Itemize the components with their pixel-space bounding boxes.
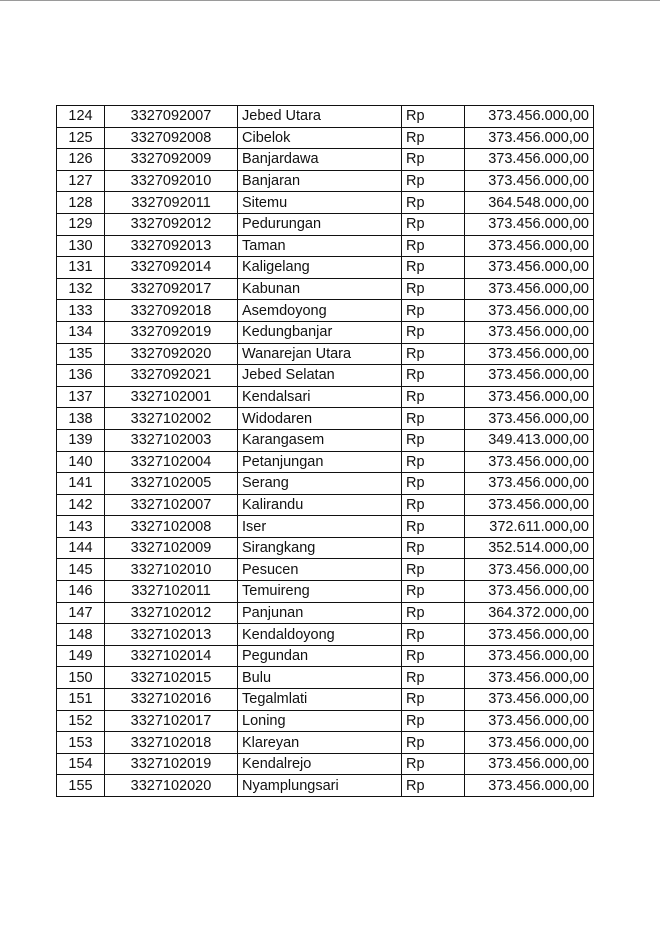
row-number: 135 [57,343,105,365]
currency-label: Rp [402,732,465,754]
village-code: 3327092020 [105,343,238,365]
amount-value: 373.456.000,00 [465,624,594,646]
row-number: 144 [57,537,105,559]
table-row [57,710,594,732]
village-code: 3327102017 [105,710,238,732]
row-number: 139 [57,429,105,451]
row-number: 147 [57,602,105,624]
currency-label: Rp [402,408,465,430]
row-number: 131 [57,257,105,279]
currency-label: Rp [402,537,465,559]
currency-label: Rp [402,667,465,689]
village-name: Bulu [238,667,402,689]
village-code: 3327092021 [105,365,238,387]
amount-value: 373.456.000,00 [465,710,594,732]
amount-value: 373.456.000,00 [465,365,594,387]
amount-value: 372.611.000,00 [465,516,594,538]
table-row [57,602,594,624]
village-name: Widodaren [238,408,402,430]
table-row [57,170,594,192]
row-number: 136 [57,365,105,387]
village-code: 3327092009 [105,149,238,171]
row-number: 129 [57,213,105,235]
village-code: 3327102018 [105,732,238,754]
table-row [57,494,594,516]
table-row [57,213,594,235]
amount-value: 373.456.000,00 [465,321,594,343]
row-number: 132 [57,278,105,300]
amount-value: 373.456.000,00 [465,451,594,473]
village-code: 3327092018 [105,300,238,322]
table-row [57,386,594,408]
amount-value: 373.456.000,00 [465,127,594,149]
village-name: Jebed Selatan [238,365,402,387]
village-code: 3327102001 [105,386,238,408]
amount-value: 373.456.000,00 [465,667,594,689]
table-row [57,278,594,300]
row-number: 151 [57,689,105,711]
table-row [57,581,594,603]
village-code: 3327102008 [105,516,238,538]
amount-value: 373.456.000,00 [465,581,594,603]
currency-label: Rp [402,257,465,279]
table-row [57,106,594,128]
currency-label: Rp [402,559,465,581]
amount-value: 349.413.000,00 [465,429,594,451]
village-name: Jebed Utara [238,106,402,128]
village-code: 3327092013 [105,235,238,257]
currency-label: Rp [402,689,465,711]
table-row [57,300,594,322]
amount-value: 373.456.000,00 [465,732,594,754]
amount-value: 373.456.000,00 [465,257,594,279]
table-body [57,106,594,797]
currency-label: Rp [402,365,465,387]
currency-label: Rp [402,149,465,171]
village-code: 3327092014 [105,257,238,279]
amount-value: 373.456.000,00 [465,689,594,711]
row-number: 154 [57,753,105,775]
village-code: 3327102013 [105,624,238,646]
village-code: 3327102010 [105,559,238,581]
row-number: 145 [57,559,105,581]
row-number: 155 [57,775,105,797]
row-number: 143 [57,516,105,538]
row-number: 150 [57,667,105,689]
village-code: 3327102009 [105,537,238,559]
village-code: 3327102015 [105,667,238,689]
currency-label: Rp [402,343,465,365]
village-name: Taman [238,235,402,257]
row-number: 125 [57,127,105,149]
row-number: 141 [57,473,105,495]
village-code: 3327102003 [105,429,238,451]
village-name: Kaligelang [238,257,402,279]
amount-value: 373.456.000,00 [465,213,594,235]
village-fund-table [56,105,594,797]
table-row [57,429,594,451]
amount-value: 364.372.000,00 [465,602,594,624]
row-number: 146 [57,581,105,603]
village-code: 3327102011 [105,581,238,603]
amount-value: 373.456.000,00 [465,494,594,516]
village-name: Kendaldoyong [238,624,402,646]
row-number: 149 [57,645,105,667]
row-number: 142 [57,494,105,516]
table-row [57,321,594,343]
amount-value: 373.456.000,00 [465,559,594,581]
currency-label: Rp [402,300,465,322]
currency-label: Rp [402,775,465,797]
currency-label: Rp [402,710,465,732]
currency-label: Rp [402,170,465,192]
row-number: 148 [57,624,105,646]
village-name: Pegundan [238,645,402,667]
currency-label: Rp [402,451,465,473]
page-top-border [0,0,660,1]
table-row [57,537,594,559]
village-name: Asemdoyong [238,300,402,322]
village-name: Serang [238,473,402,495]
amount-value: 373.456.000,00 [465,235,594,257]
table-row [57,451,594,473]
village-name: Loning [238,710,402,732]
table-row [57,257,594,279]
table-row [57,408,594,430]
currency-label: Rp [402,581,465,603]
currency-label: Rp [402,753,465,775]
table-row [57,667,594,689]
table-row [57,559,594,581]
village-code: 3327092019 [105,321,238,343]
amount-value: 373.456.000,00 [465,106,594,128]
row-number: 152 [57,710,105,732]
village-name: Pesucen [238,559,402,581]
village-code: 3327092010 [105,170,238,192]
currency-label: Rp [402,602,465,624]
village-name: Temuireng [238,581,402,603]
village-code: 3327102016 [105,689,238,711]
village-code: 3327092012 [105,213,238,235]
village-code: 3327102020 [105,775,238,797]
amount-value: 373.456.000,00 [465,473,594,495]
village-name: Pedurungan [238,213,402,235]
amount-value: 373.456.000,00 [465,149,594,171]
currency-label: Rp [402,192,465,214]
amount-value: 373.456.000,00 [465,775,594,797]
village-code: 3327102005 [105,473,238,495]
currency-label: Rp [402,213,465,235]
table-row [57,192,594,214]
village-name: Cibelok [238,127,402,149]
village-name: Nyamplungsari [238,775,402,797]
village-name: Tegalmlati [238,689,402,711]
table-row [57,645,594,667]
amount-value: 373.456.000,00 [465,300,594,322]
village-name: Kendalrejo [238,753,402,775]
currency-label: Rp [402,645,465,667]
currency-label: Rp [402,278,465,300]
village-code: 3327092008 [105,127,238,149]
row-number: 130 [57,235,105,257]
currency-label: Rp [402,106,465,128]
village-name: Karangasem [238,429,402,451]
village-name: Sirangkang [238,537,402,559]
table-row [57,732,594,754]
table-row [57,343,594,365]
village-name: Banjaran [238,170,402,192]
amount-value: 364.548.000,00 [465,192,594,214]
table-row [57,149,594,171]
village-code: 3327092011 [105,192,238,214]
amount-value: 373.456.000,00 [465,386,594,408]
village-code: 3327102014 [105,645,238,667]
village-code: 3327102007 [105,494,238,516]
currency-label: Rp [402,321,465,343]
village-code: 3327102019 [105,753,238,775]
amount-value: 373.456.000,00 [465,278,594,300]
village-name: Sitemu [238,192,402,214]
village-code: 3327092007 [105,106,238,128]
table-row [57,753,594,775]
row-number: 133 [57,300,105,322]
currency-label: Rp [402,386,465,408]
row-number: 128 [57,192,105,214]
table-row [57,689,594,711]
table-row [57,127,594,149]
village-code: 3327092017 [105,278,238,300]
village-name: Klareyan [238,732,402,754]
row-number: 134 [57,321,105,343]
row-number: 138 [57,408,105,430]
table-row [57,235,594,257]
table-row [57,473,594,495]
row-number: 137 [57,386,105,408]
currency-label: Rp [402,127,465,149]
table-row [57,624,594,646]
village-code: 3327102002 [105,408,238,430]
currency-label: Rp [402,473,465,495]
amount-value: 352.514.000,00 [465,537,594,559]
village-name: Kalirandu [238,494,402,516]
table-row [57,516,594,538]
amount-value: 373.456.000,00 [465,645,594,667]
currency-label: Rp [402,235,465,257]
amount-value: 373.456.000,00 [465,343,594,365]
row-number: 140 [57,451,105,473]
row-number: 126 [57,149,105,171]
amount-value: 373.456.000,00 [465,408,594,430]
village-name: Petanjungan [238,451,402,473]
currency-label: Rp [402,624,465,646]
village-name: Kabunan [238,278,402,300]
village-code: 3327102004 [105,451,238,473]
currency-label: Rp [402,494,465,516]
row-number: 127 [57,170,105,192]
village-name: Iser [238,516,402,538]
currency-label: Rp [402,516,465,538]
table-row [57,365,594,387]
table-row [57,775,594,797]
amount-value: 373.456.000,00 [465,753,594,775]
row-number: 124 [57,106,105,128]
village-name: Banjardawa [238,149,402,171]
currency-label: Rp [402,429,465,451]
amount-value: 373.456.000,00 [465,170,594,192]
row-number: 153 [57,732,105,754]
village-name: Kedungbanjar [238,321,402,343]
village-name: Wanarejan Utara [238,343,402,365]
village-name: Panjunan [238,602,402,624]
village-code: 3327102012 [105,602,238,624]
village-name: Kendalsari [238,386,402,408]
